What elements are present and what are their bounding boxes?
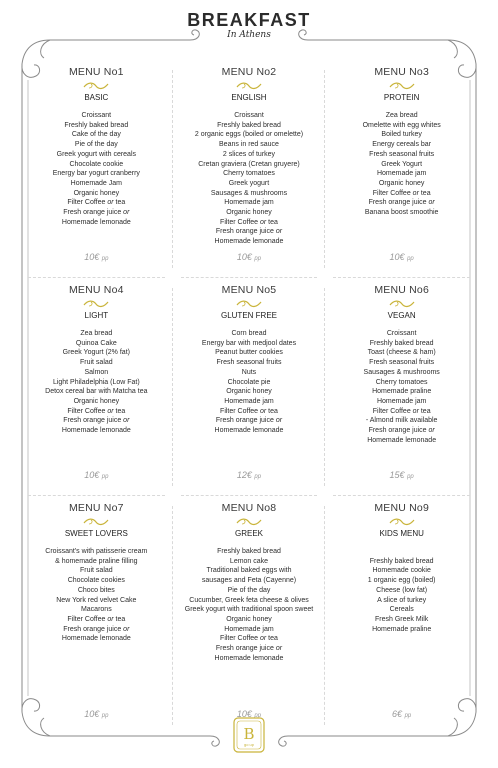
menu-grid: [20, 60, 478, 735]
list-item: Fresh orange juice or: [215, 228, 283, 236]
list-item: Filter Coffee or tea: [220, 635, 278, 643]
list-item: Cucumber, Greek feta cheese & olives: [189, 596, 309, 604]
list-item: Fresh orange juice or: [215, 645, 283, 653]
price-unit: pp: [101, 474, 109, 480]
list-item: Sausages & mushrooms: [363, 368, 440, 376]
list-item: Organic honey: [73, 397, 120, 405]
list-item: Greek yogurt: [228, 179, 270, 187]
price-unit: pp: [404, 713, 412, 719]
menu-items: [325, 111, 478, 218]
swirl-ornament-icon: [83, 517, 109, 526]
list-item: Homemade praline: [372, 388, 432, 396]
list-item: Pie of the day: [74, 141, 118, 149]
menu-price: [20, 470, 173, 480]
list-item: Freshly baked bread: [369, 339, 434, 347]
list-item: 2 slices of turkey: [222, 150, 276, 158]
list-item: Homemade jam: [224, 199, 274, 207]
menu-card: [173, 496, 326, 735]
price-unit: pp: [254, 713, 262, 719]
list-item: Pie of the day: [227, 586, 271, 594]
menu-title: MENU No9: [374, 502, 430, 514]
list-item: Homemade lemonade: [367, 436, 437, 444]
list-item: Croissant: [234, 112, 264, 119]
list-item: Cereals: [389, 606, 414, 614]
price-value: 10€: [84, 709, 100, 719]
swirl-ornament-icon: [83, 81, 109, 90]
price-unit: pp: [254, 474, 262, 480]
swirl-ornament-icon: [236, 517, 262, 526]
list-item: Organic honey: [226, 615, 272, 623]
list-item: Greek Yogurt: [381, 160, 423, 168]
list-item: Salmon: [84, 368, 109, 376]
price-unit: pp: [101, 256, 109, 262]
list-item: Croissant: [81, 112, 112, 119]
menu-card: [173, 278, 326, 496]
list-item: Homemade lemonade: [214, 654, 284, 662]
list-item: Fresh seasonal fruits: [216, 359, 282, 367]
menu-title: MENU No6: [374, 284, 430, 296]
menu-items: [173, 329, 326, 436]
list-item: Fresh orange juice or: [368, 199, 435, 207]
list-item: Homemade Jam: [70, 179, 122, 187]
list-item: A slice of turkey: [377, 596, 427, 604]
list-item: Organic honey: [378, 179, 425, 187]
list-item: Greek yogurt with cereals: [56, 150, 137, 158]
list-item: Fruit salad: [79, 567, 113, 575]
menu-price: [325, 470, 478, 480]
brand-title: BREAKFAST: [187, 10, 311, 30]
list-item: Chocolate cookie: [69, 160, 124, 168]
list-item: - Almond milk available: [365, 417, 438, 425]
price-value: 10€: [389, 252, 405, 262]
list-item: Boiled turkey: [381, 131, 422, 139]
list-item: Macarons: [80, 606, 112, 614]
list-item: Chocolate cookies: [67, 577, 125, 585]
menu-price: [173, 252, 326, 262]
list-item: Peanut butter cookies: [215, 349, 283, 357]
menu-items: [20, 547, 173, 644]
swirl-ornament-icon: [389, 299, 415, 308]
menu-title: MENU No8: [221, 502, 277, 514]
menu-category: GLUTEN FREE: [220, 311, 277, 320]
menu-title: MENU No2: [221, 66, 277, 78]
list-item: Toast (cheese & ham): [367, 349, 436, 357]
price-value: 10€: [236, 709, 252, 719]
list-item: Detox cereal bar with Matcha tea: [45, 388, 148, 396]
list-item: Fresh orange juice or: [63, 417, 130, 425]
list-item: Filter Coffee or tea: [220, 218, 278, 226]
swirl-ornament-icon: [389, 517, 415, 526]
menu-title: MENU No7: [68, 502, 124, 514]
menu-category: ENGLISH: [231, 93, 267, 102]
menu-category: SWEET LOVERS: [64, 529, 128, 538]
list-item: Freshly baked bread: [217, 548, 281, 555]
list-item: Fresh seasonal fruits: [369, 150, 435, 158]
price-unit: pp: [254, 256, 262, 262]
swirl-ornament-icon: [83, 299, 109, 308]
list-item: Zea bread: [80, 330, 113, 337]
list-item: Freshly baked bread: [217, 121, 281, 129]
swirl-ornament-icon: [389, 81, 415, 90]
logo-letter: B: [243, 725, 255, 743]
menu-title: MENU No5: [221, 284, 277, 296]
list-item: [325, 547, 478, 557]
menu-category: GREEK: [234, 529, 263, 538]
list-item: Homemade cookie: [372, 567, 431, 575]
brand-logo: [232, 716, 266, 754]
menu-items: [173, 547, 326, 663]
menu-card: [20, 496, 173, 735]
menu-price: [173, 470, 326, 480]
list-item: Filter Coffee or tea: [220, 407, 278, 415]
menu-items: [325, 329, 478, 445]
list-item: New York red velvet Cake: [56, 596, 137, 604]
swirl-ornament-icon: [236, 299, 262, 308]
list-item: Homemade jam: [224, 625, 274, 633]
list-item: Energy bar with medjool dates: [201, 339, 297, 347]
list-item: Homemade jam: [376, 170, 427, 178]
list-item: Homemade lemonade: [61, 427, 131, 435]
list-item: Fresh orange juice or: [63, 625, 130, 633]
list-item: Organic honey: [226, 209, 272, 217]
menu-card: [20, 60, 173, 278]
list-item: Freshly baked bread: [369, 557, 434, 565]
list-item: Homemade lemonade: [61, 635, 131, 643]
list-item: Organic honey: [73, 189, 120, 197]
list-item: Fresh orange juice or: [63, 209, 130, 217]
list-item: 1 organic egg (boiled): [367, 577, 436, 585]
list-item: Greek Yogurt (2% fat): [62, 349, 130, 357]
list-item: Lemon cake: [229, 557, 269, 565]
price-value: 15€: [389, 470, 405, 480]
list-item: Filter Coffee or tea: [372, 189, 431, 197]
menu-category: PROTEIN: [383, 93, 420, 102]
price-value: 10€: [84, 252, 100, 262]
list-item: Filter Coffee or tea: [67, 199, 126, 207]
list-item: Fresh Greek Milk: [375, 615, 429, 623]
menu-price: [20, 709, 173, 719]
list-item: Homemade lemonade: [214, 238, 284, 246]
price-unit: pp: [407, 474, 414, 480]
list-item: Chocolate pie: [227, 378, 271, 386]
list-item: Croissant's with patisserie cream: [45, 548, 148, 555]
list-item: Corn bread: [231, 330, 267, 337]
menu-title: MENU No3: [374, 66, 430, 78]
list-item: Cherry tomatoes: [375, 378, 428, 386]
menu-items: [173, 111, 326, 247]
menu-price: [325, 709, 478, 719]
list-item: Quinoa Cake: [75, 339, 117, 347]
list-item: Choco bites: [77, 586, 115, 594]
list-item: Nuts: [241, 368, 257, 376]
list-item: Homemade praline: [372, 625, 432, 633]
list-item: Energy bar yogurt cranberry: [52, 170, 140, 178]
list-item: Omelette with egg whites: [362, 121, 441, 129]
brand-subtitle: In Athens: [227, 30, 271, 40]
menu-card: [20, 278, 173, 496]
list-item: Croissant: [386, 330, 417, 337]
menu-category: BASIC: [84, 93, 109, 102]
list-item: Freshly baked bread: [64, 121, 129, 129]
price-value: 10€: [84, 470, 100, 480]
swirl-ornament-icon: [236, 81, 262, 90]
price-unit: pp: [407, 256, 414, 262]
list-item: Homemade jam: [376, 397, 427, 405]
list-item: Fruit salad: [79, 359, 113, 367]
list-item: Beans in red sauce: [219, 141, 279, 149]
list-item: Fresh seasonal fruits: [369, 359, 435, 367]
list-item: Greek yogurt with traditional spoon sweet: [184, 606, 314, 614]
list-item: Cherry tomatoes: [223, 170, 275, 178]
menu-category: VEGAN: [387, 311, 416, 320]
list-item: Light Philadelphia (Low Fat): [52, 378, 140, 386]
header: [0, 10, 498, 40]
list-item: Filter Coffee or tea: [67, 615, 126, 623]
list-item: Homemade lemonade: [61, 218, 131, 226]
list-item: Homemade lemonade: [214, 427, 284, 435]
menu-card: [325, 60, 478, 278]
list-item: sausages and Feta (Cayenne): [201, 577, 297, 585]
menu-category: KIDS MENU: [379, 529, 424, 538]
list-item: Organic honey: [226, 388, 272, 396]
list-item: Cheese (low fat): [376, 586, 428, 594]
list-item: Cake of the day: [71, 131, 121, 139]
list-item: Fresh orange juice or: [215, 417, 283, 425]
menu-price: [20, 252, 173, 262]
list-item: 2 organic eggs (boiled or omelette): [194, 131, 304, 139]
price-value: 10€: [236, 252, 252, 262]
list-item: Sausages & mushrooms: [210, 189, 288, 197]
list-item: Zea bread: [385, 112, 418, 119]
list-item: Filter Coffee or tea: [372, 407, 431, 415]
price-unit: pp: [101, 713, 109, 719]
menu-items: [20, 111, 173, 227]
price-value: 6€: [392, 709, 403, 719]
menu-card: [173, 60, 326, 278]
list-item: Banana boost smoothie: [364, 209, 439, 217]
menu-title: MENU No4: [68, 284, 124, 296]
list-item: Homemade jam: [224, 397, 274, 405]
list-item: Traditional baked eggs with: [206, 567, 292, 575]
menu-items: [20, 329, 173, 436]
menu-title: MENU No1: [68, 66, 124, 78]
logo-text: go up: [243, 742, 255, 747]
menu-card: [325, 496, 478, 735]
list-item: Cretan graviera (Cretan gruyere): [198, 160, 300, 168]
menu-price: [325, 252, 478, 262]
price-value: 12€: [236, 470, 252, 480]
menu-items: [325, 547, 478, 634]
menu-category: LIGHT: [84, 311, 109, 320]
list-item: & homemade praline filling: [55, 557, 138, 565]
list-item: Energy cereals bar: [372, 141, 432, 149]
menu-card: [325, 278, 478, 496]
list-item: Fresh orange juice or: [368, 427, 435, 435]
list-item: Filter Coffee or tea: [67, 407, 126, 415]
